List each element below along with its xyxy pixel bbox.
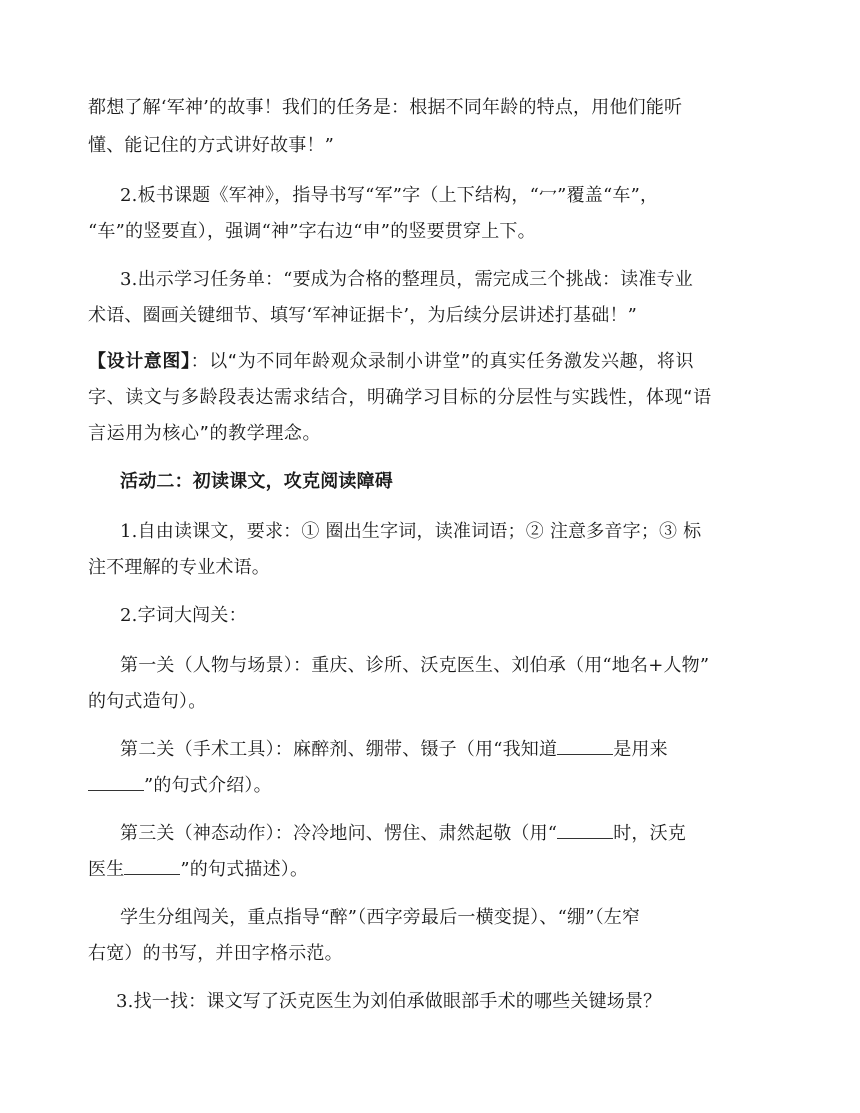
fill-blank — [557, 822, 613, 839]
design-intent-line-1 — [88, 350, 694, 374]
fill-blank — [124, 858, 180, 875]
activity2-heading: 活动二：初读课文，攻克阅读障碍 — [120, 471, 393, 492]
item3-line: 3.找一找：课文写了沃克医生为刘伯承做眼部手术的哪些关键场景？ — [116, 991, 662, 1012]
level2-text-c: ”的句式介绍）。 — [144, 775, 272, 796]
item2-title: 2.字词大闯关： — [120, 605, 247, 626]
item1-line-1: 1.自由读课文，要求：① 圈出生字词，读准词语；② 注意多音字；③ 标 — [120, 521, 702, 542]
intro-line-1: 都想了解‘军神’的故事！我们的任务是：根据不同年龄的特点，用他们能听 — [88, 97, 683, 118]
design-intent-line-2: 字、读文与多龄段表达需求结合，明确学习目标的分层性与实践性，体现“语 — [88, 387, 712, 408]
group-line-2: 右宽）的书写，并田字格示范。 — [88, 943, 343, 964]
design-intent-line-3: 言运用为核心”的教学理念。 — [88, 423, 322, 444]
level2-line-2 — [88, 774, 272, 798]
step2-line-1: 2.板书课题《军神》，指导书写“军”字（上下结构，“冖”覆盖“车”， — [120, 185, 659, 206]
level2-line-1 — [120, 738, 668, 762]
level3-line-1 — [120, 822, 686, 846]
level3-text-d: ”的句式描述）。 — [180, 859, 309, 880]
level3-line-2 — [88, 858, 308, 882]
level3-text-a: 第三关（神态动作）：冷冷地问、愣住、肃然起敬（用“ — [120, 823, 558, 844]
fill-blank — [557, 738, 613, 755]
design-intent-text-1: ：以“为不同年龄观众录制小讲堂”的真实任务激发兴趣，将识 — [190, 351, 695, 372]
level1-line-1: 第一关（人物与场景）：重庆、诊所、沃克医生、刘伯承（用“地名+人物” — [120, 655, 710, 676]
level1-line-2: 的句式造句）。 — [88, 691, 207, 712]
level3-text-b: 时，沃克 — [613, 823, 687, 844]
level3-text-c: 医生 — [88, 859, 125, 880]
step3-line-1: 3.出示学习任务单：“要成为合格的整理员，需完成三个挑战：读准专业 — [120, 269, 693, 290]
fill-blank — [88, 774, 144, 791]
group-line-1: 学生分组闯关，重点指导“醉”（西字旁最后一横变提）、“绷”（左窄 — [120, 907, 641, 928]
step2-line-2: “车”的竖要直），强调“神”字右边“申”的竖要贯穿上下。 — [88, 221, 536, 242]
intro-line-2: 懂、能记住的方式讲好故事！” — [88, 135, 335, 156]
step3-line-2: 术语、圈画关键细节、填写‘军神证据卡’，为后续分层讲述打基础！” — [88, 305, 638, 326]
level2-text-b: 是用来 — [613, 739, 668, 760]
design-intent-label: 【设计意图】 — [88, 351, 191, 372]
item1-line-2: 注不理解的专业术语。 — [88, 557, 270, 578]
level2-text-a: 第二关（手术工具）：麻醉剂、绷带、镊子（用“我知道 — [120, 739, 558, 760]
